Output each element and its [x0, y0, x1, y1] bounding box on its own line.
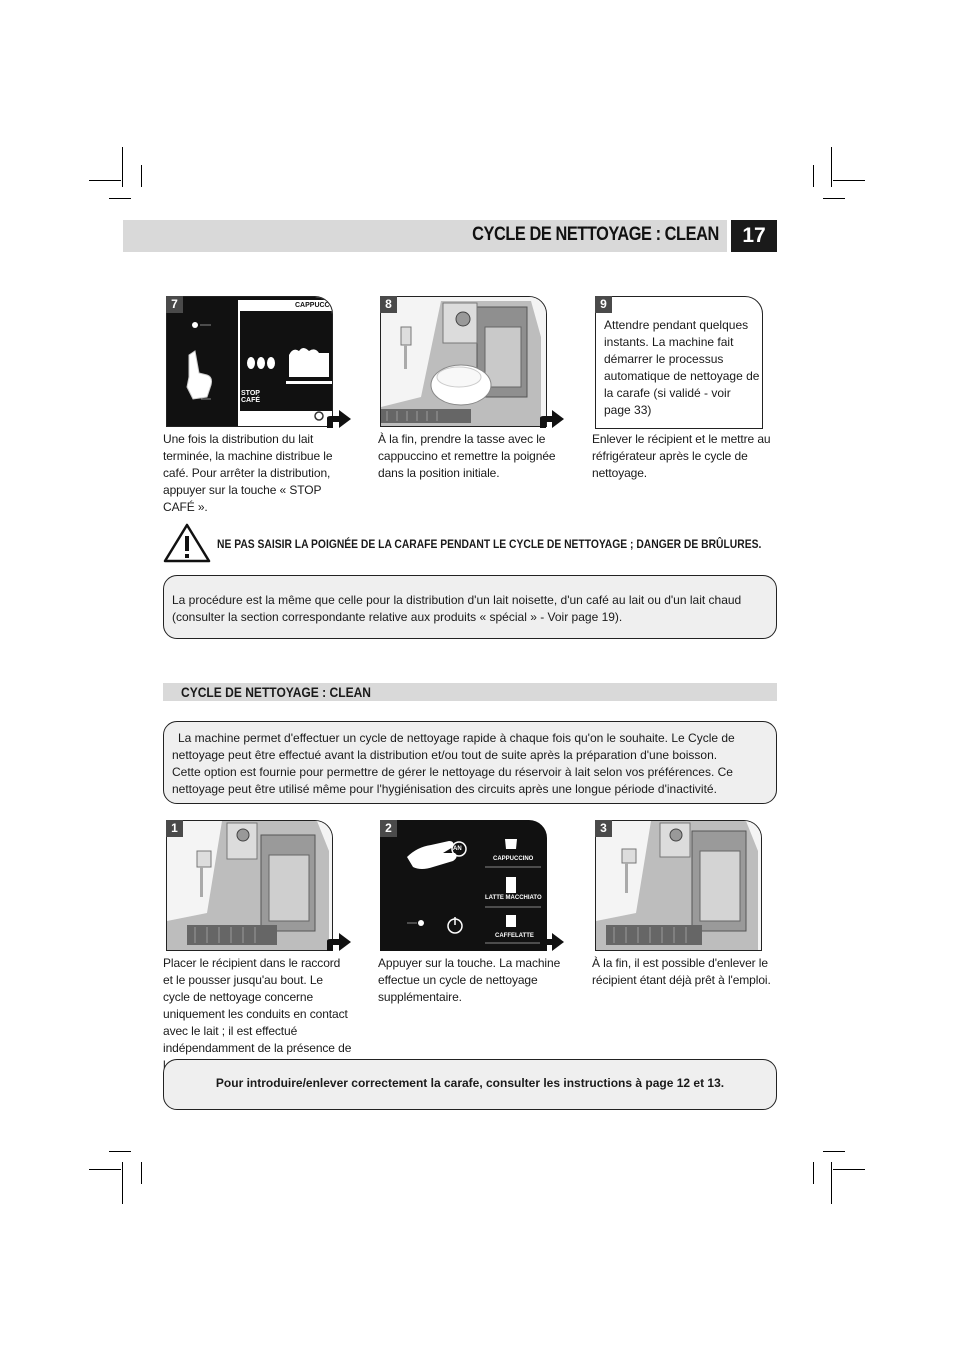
warning-text: NE PAS SAISIR LA POIGNÉE DE LA CARAFE PENDANT LE CYCLE DE NETTOYAGE ; DANGER DE BRÛLURES.	[217, 537, 762, 551]
info-box-carafe-instructions	[163, 1059, 777, 1110]
page-number: 17	[731, 220, 777, 252]
step-9-badge: 9	[595, 296, 612, 313]
crop-mark	[89, 180, 121, 181]
next-arrow-icon	[540, 410, 564, 428]
info-box-clean-cycle-line2: Cette option est fournie pour permettre de gérer le nettoyage du réservoir à lait selon vos préférences. Ce nettoyage peut être utilisé même pour l'hygiénisation des circuits après une longue période d'inactivité.	[172, 765, 733, 796]
crop-mark	[823, 198, 845, 199]
step-2-badge: 2	[380, 820, 397, 837]
step-3-badge: 3	[595, 820, 612, 837]
next-arrow-icon	[540, 933, 564, 951]
info-box-procedure-text: La procédure est la même que celle pour la distribution d'un lait noisette, d'un café au lait ou d'un lait chaud (consulter la section correspondante relative aux produits « spécial » - Voir page 19).	[172, 593, 742, 624]
panel-item-caffelatte: CAFFELATTE	[495, 933, 534, 939]
control-panel-illustration	[381, 821, 546, 950]
step-8-caption: À la fin, prendre la tasse avec le cappuccino et remettre la poignée dans la position initiale.	[378, 432, 556, 480]
crop-mark	[813, 165, 814, 187]
warning-icon	[163, 523, 211, 563]
crop-mark	[813, 1162, 814, 1184]
crop-mark	[823, 1151, 845, 1152]
info-box-carafe-instructions-text: Pour introduire/enlever correctement la carafe, consulter les instructions à page 12 et 13.	[215, 1076, 725, 1090]
crop-mark	[89, 1169, 121, 1170]
step-9-textbox	[595, 296, 763, 429]
next-arrow-icon	[327, 933, 351, 951]
crop-mark	[109, 1151, 131, 1152]
machine-with-cup-illustration	[381, 297, 546, 426]
stop-cafe-label-2: CAFÉ	[241, 397, 261, 404]
step-7-caption: Une fois la distribution du lait terminée, la machine distribue le café. Pour arrêter la distribution, appuyer sur la touche « STOP CAFÉ ».	[163, 432, 333, 514]
crop-mark	[833, 1169, 865, 1170]
crop-mark	[831, 1162, 832, 1204]
section-bar	[163, 683, 777, 701]
step-3-caption: À la fin, il est possible d'enlever le récipient étant déjà prêt à l'emploi.	[592, 956, 771, 987]
step-2-caption: Appuyer sur la touche. La machine effectue un cycle de nettoyage supplémentaire.	[378, 956, 561, 1004]
hand-label: AN	[453, 846, 462, 852]
step-1-caption: Placer le récipient dans le raccord et le pousser jusqu'au bout. Le cycle de nettoyage concerne uniquement les conduits en contact avec le lait ; il est effectué indépendamment de la présence de	[163, 956, 352, 1055]
step-8-illustration	[380, 296, 547, 427]
step-9-caption: Enlever le récipient et le mettre au réfrigérateur après le cycle de nettoyage.	[592, 432, 771, 480]
panel-item-cappuccino: CAPPUCCINO	[493, 856, 534, 862]
crop-mark	[122, 1162, 123, 1204]
panel-top-label: CAPPUCC	[295, 302, 330, 309]
step-7-badge: 7	[166, 296, 183, 313]
machine-with-carafe-illustration	[167, 821, 332, 950]
step-1-illustration	[166, 820, 333, 951]
header-bar	[123, 220, 727, 252]
crop-mark	[109, 198, 131, 199]
crop-mark	[831, 147, 832, 187]
section-title: CYCLE DE NETTOYAGE : CLEAN	[181, 684, 371, 700]
step-1-badge: 1	[166, 820, 183, 837]
next-arrow-icon	[327, 410, 351, 428]
step-3-illustration	[595, 820, 762, 951]
step-8-badge: 8	[380, 296, 397, 313]
info-box-procedure	[163, 575, 777, 639]
step-2-illustration	[380, 820, 547, 951]
stop-cafe-label-1: STOP	[241, 390, 260, 397]
step-7-illustration	[166, 296, 333, 427]
crop-mark	[141, 1162, 142, 1184]
crop-mark	[833, 180, 865, 181]
page-title: CYCLE DE NETTOYAGE : CLEAN	[472, 224, 719, 245]
crop-mark	[141, 165, 142, 187]
info-box-clean-cycle-line1: La machine permet d'effectuer un cycle de nettoyage rapide à chaque fois qu'on le souhaite. Le Cycle de nettoyage peut être effectué avant la distribution et/ou tout de suite après la préparation d'une boisson.	[172, 731, 735, 762]
info-box-clean-cycle	[163, 721, 777, 804]
control-panel-illustration	[167, 297, 332, 426]
step-9-box-text: Attendre pendant quelques instants. La machine fait démarrer le processus automatique de nettoyage de la carafe (si validé - voir page 33)	[604, 318, 760, 417]
panel-item-latte-macchiato: LATTE MACCHIATO	[485, 895, 542, 901]
crop-mark	[122, 147, 123, 187]
machine-with-carafe-illustration	[596, 821, 761, 950]
